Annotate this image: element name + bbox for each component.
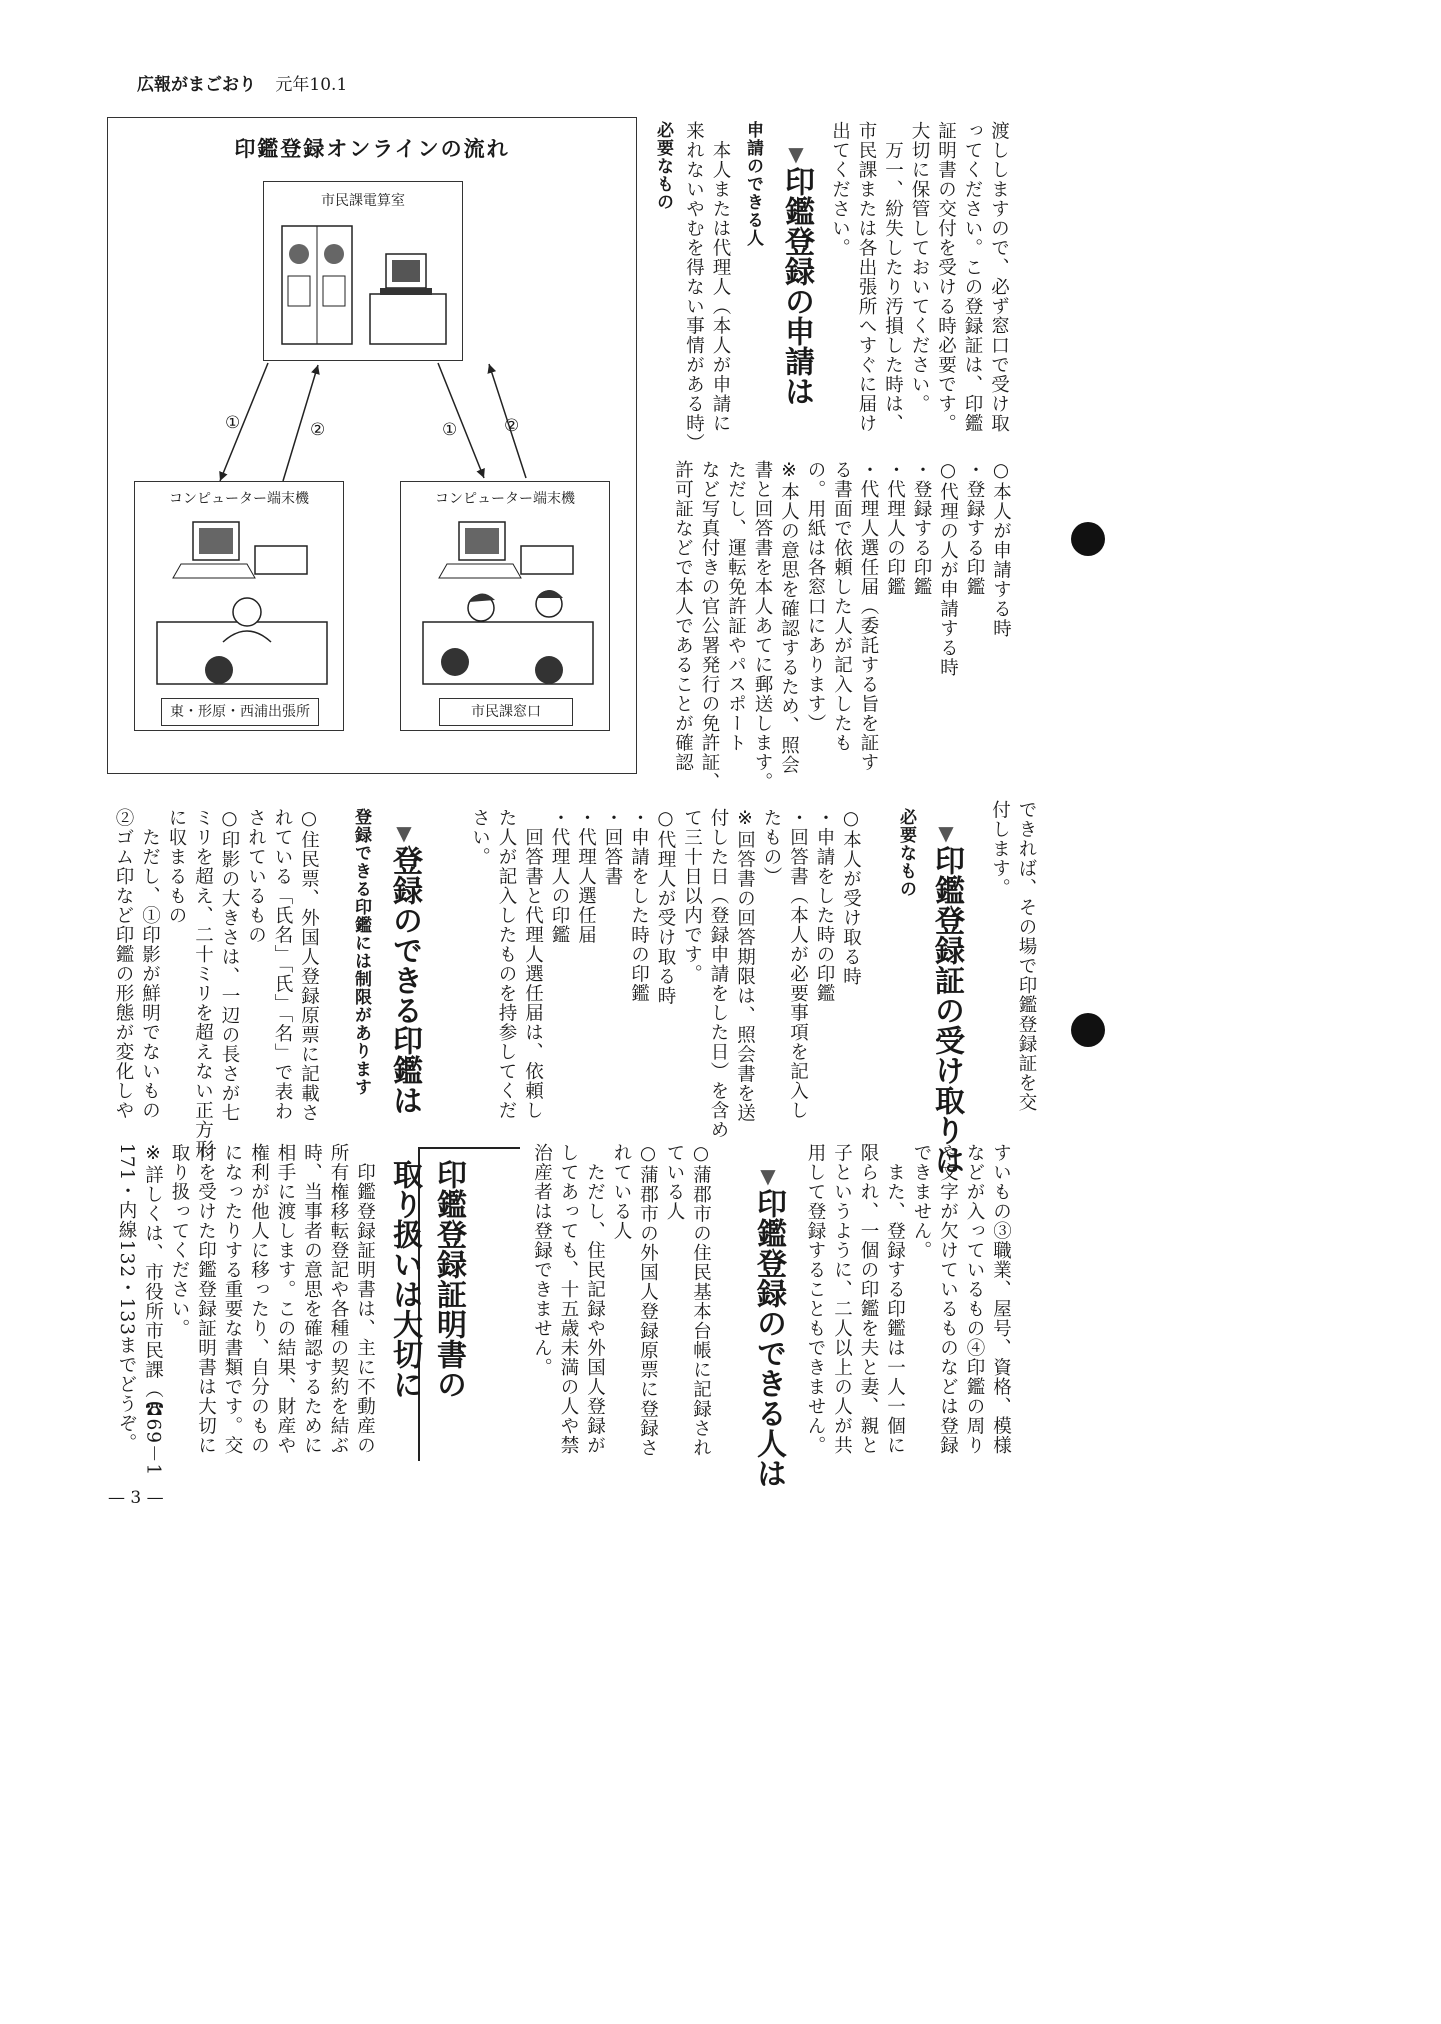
right-office-label: 市民課窓口 [439,698,573,726]
eligible-person-list: ○蒲郡市の住民基本台帳に記録され ている人 ○蒲郡市の外国人登録原票に登録さ れている人 ただし、住民記録や外国人登録が してあっても、十五歳未満の人や禁 治産者は登録できません。 [531,1143,712,1458]
certificate-title: 印鑑登録証明書の 取り扱いは大切に [387,1159,466,1399]
left-office-illustration [143,512,335,702]
certificate-title-box [387,1147,520,1461]
online-flow-diagram [107,117,637,774]
receipt-needs-label: 必要なもの [896,808,916,898]
left-office-label: 東・形原・西浦出張所 [161,698,319,726]
applicant-label: 申請のできる人 [743,121,763,247]
applicant-text: 本人または代理人（本人が申請に 来れないやむを得ない事情がある時） [683,121,731,453]
triangle-marker-icon: ▼ [756,1163,780,1188]
left-terminal-label: コンピューター端末機 [169,491,309,507]
publication-name: 広報がまごおり [137,75,256,95]
registrable-seal-heading: ▼登録のできる印鑑は [387,820,422,1115]
right-terminal-label: コンピューター端末機 [435,491,575,507]
receipt-heading: ▼印鑑登録証の受け取りは [929,820,964,1175]
arrow-label-2-right: ② [504,416,520,436]
center-room-label: 市民課電算室 [321,193,405,209]
intro-text: 渡ししますので、必ず窓口で受け取 ってください。この登録証は、印鑑 証明書の交付を受ける時必要です。 大切に保管しておいてください。 万一、紛失したり汚損した時は、 市民課または各出張所へすぐに届け 出てください。 [829,121,1010,433]
flow-title: 印鑑登録オンラインの流れ [234,137,510,161]
application-heading: ▼印鑑登録の申請は [779,141,814,406]
issue-date: 元年10.1 [275,75,348,95]
binding-hole-icon [1071,522,1105,556]
seal-restrictions-text: すいもの③職業、屋号、資格、模様 などが入っているもの④印鑑の周り や文字が欠けているものなどは登録 できません。 また、登録する印鑑は一人一個に 限られ、一個の印鑑を夫と妻、親と 子というように、二人以上の人が共 用して登録することもできません。 [805,1143,1012,1455]
binding-hole-icon [1071,1013,1105,1047]
receipt-intro-text: できれば、その場で印鑑登録証を交 付します。 [989,800,1037,1112]
triangle-marker-icon: ▼ [784,141,808,166]
receipt-needs-list: ○本人が受け取る時 ・申請をした時の印鑑 ・回答書（本人が必要事項を記入し たもの） ※回答書の回答期限は、照会書を送 付した日（登録申請をした日）を含め て三十日以内です。 ○代理人が受け取る時 ・申請をした時の印鑑 ・回答書 ・代理人選任届 ・代理人の印鑑 回答書と代理人選任届は、依頼し た人が記入したものを持参してくだ さい。 [469,808,862,1140]
arrow-label-1-left: ① [225,413,241,433]
needs-list: ○本人が申請する時 ・登録する印鑑 ○代理の人が申請する時 ・登録する印鑑 ・代理人の印鑑 ・代理人選任届（委託する旨を証す る書面で依頼した人が記入したも の。用紙は各窓口にあります） ※本人の意思を確認するため、照会 書と回答書を本人あてに郵送します。 ただし、運転免許証やパスポート など写真付きの官公署発行の免許証、 許可証などで本人であることが確認 [672,460,1012,792]
arrow-label-1-right: ① [442,420,458,440]
eligible-person-heading: ▼印鑑登録のできる人は [751,1163,786,1488]
seal-limit-list: ○住民票、外国人登録原票に記載さ れている「氏名」「氏」「名」で表わ されているもの ○印影の大きさは、一辺の長さが七 ミリを超え、二十ミリを超えない正方形 に収まるもの ただし、①印影が鮮明でないもの ②ゴム印など印鑑の形態が変化しや [113,808,320,1159]
seal-limit-label: 登録できる印鑑には制限があります [351,808,371,1096]
page-number: — 3 — [108,1488,164,1508]
left-terminal-box [134,481,344,731]
right-terminal-box [400,481,610,731]
right-office-illustration [409,512,601,702]
triangle-marker-icon: ▼ [392,820,416,845]
needs-label: 必要なもの [653,121,673,211]
certificate-text: 印鑑登録証明書は、主に不動産の 所有権移転登記や各種の契約を結ぶ 時、当事者の意思を確認するために 相手に渡します。この結果、財産や 権利が他人に移ったり、自分のもの になったりする重要な書類です。交 付を受けた印鑑登録証明書は大切に 取り扱ってください。 ※詳しくは、市役所市民課（☎69－1 171・内線132・133までどうぞ。 [116,1143,376,1477]
arrow-label-2-left: ② [310,420,326,440]
page-header [137,70,347,95]
triangle-marker-icon: ▼ [934,820,958,845]
